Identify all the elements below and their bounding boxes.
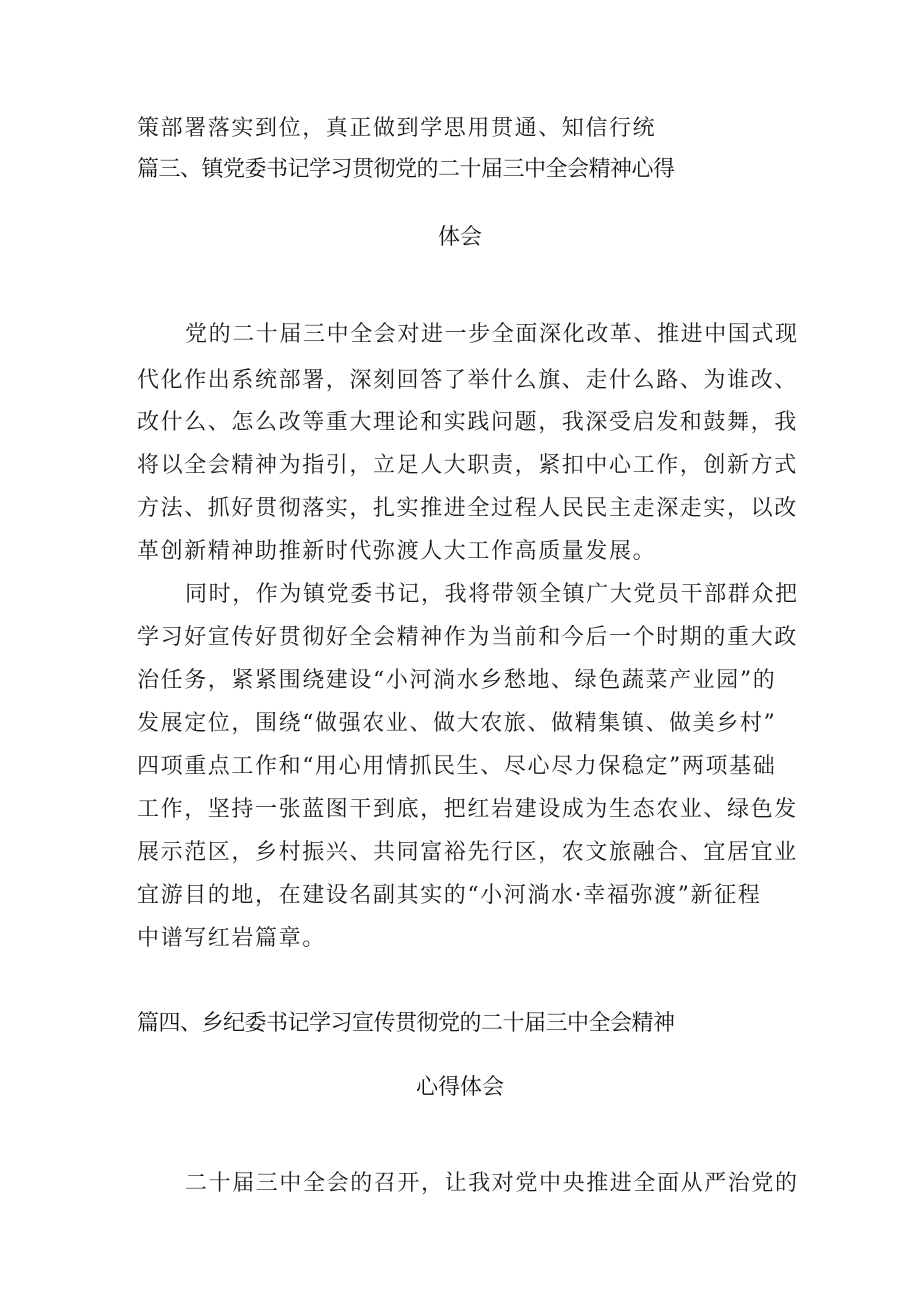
section4-title: 篇四、乡纪委书记学习宣传贯彻党的二十届三中全会精神 [137,1011,675,1036]
paragraph-line: 改什么、怎么改等重大理论和实践问题，我深受启发和鼓舞，我 [137,410,798,435]
paragraph-line: 发展定位，围绕“做强农业、做大农旅、做精集镇、做美乡村” [137,711,777,736]
paragraph-line: 党的二十届三中全会对进一步全面深化改革、推进中国式现 [185,322,799,347]
paragraph-line: 学习好宣传好贯彻好全会精神作为当前和今后一个时期的重大政 [137,625,798,650]
section4-title-continuation: 心得体会 [415,1075,504,1100]
paragraph-line: 宜游目的地，在建设名副其实的“小河淌水·幸福弥渡”新征程 [137,883,762,908]
section3-title-continuation: 体会 [437,225,482,250]
section3-title: 篇三、镇党委书记学习贯彻党的二十届三中全会精神心得 [137,157,675,182]
paragraph-line: 代化作出系统部署，深刻回答了举什么旗、走什么路、为谁改、 [137,368,798,393]
carry-over-line: 策部署落实到位，真正做到学思用贯通、知信行统 [137,116,657,141]
paragraph-line: 同时，作为镇党委书记，我将带领全镇广大党员干部群众把 [185,582,799,607]
paragraph-line: 中谱写红岩篇章。 [137,926,326,951]
paragraph-line: 治任务，紧紧围绕建设“小河淌水乡愁地、绿色蔬菜产业园”的 [137,668,777,693]
paragraph-line: 革创新精神助推新时代弥渡人大工作高质量发展。 [137,539,657,564]
paragraph-line: 二十届三中全会的召开，让我对党中央推进全面从严治党的 [185,1171,799,1196]
paragraph-line: 展示范区，乡村振兴、共同富裕先行区，农文旅融合、宜居宜业 [137,840,798,865]
paragraph-line: 工作，坚持一张蓝图干到底，把红岩建设成为生态农业、绿色发 [137,797,798,822]
paragraph-line: 方法、抓好贯彻落实，扎实推进全过程人民民主走深走实，以改 [137,496,798,521]
paragraph-line: 将以全会精神为指引，立足人大职责，紧扣中心工作，创新方式 [137,453,798,478]
paragraph-line: 四项重点工作和“用心用情抓民生、尽心尽力保稳定”两项基础 [137,754,777,779]
